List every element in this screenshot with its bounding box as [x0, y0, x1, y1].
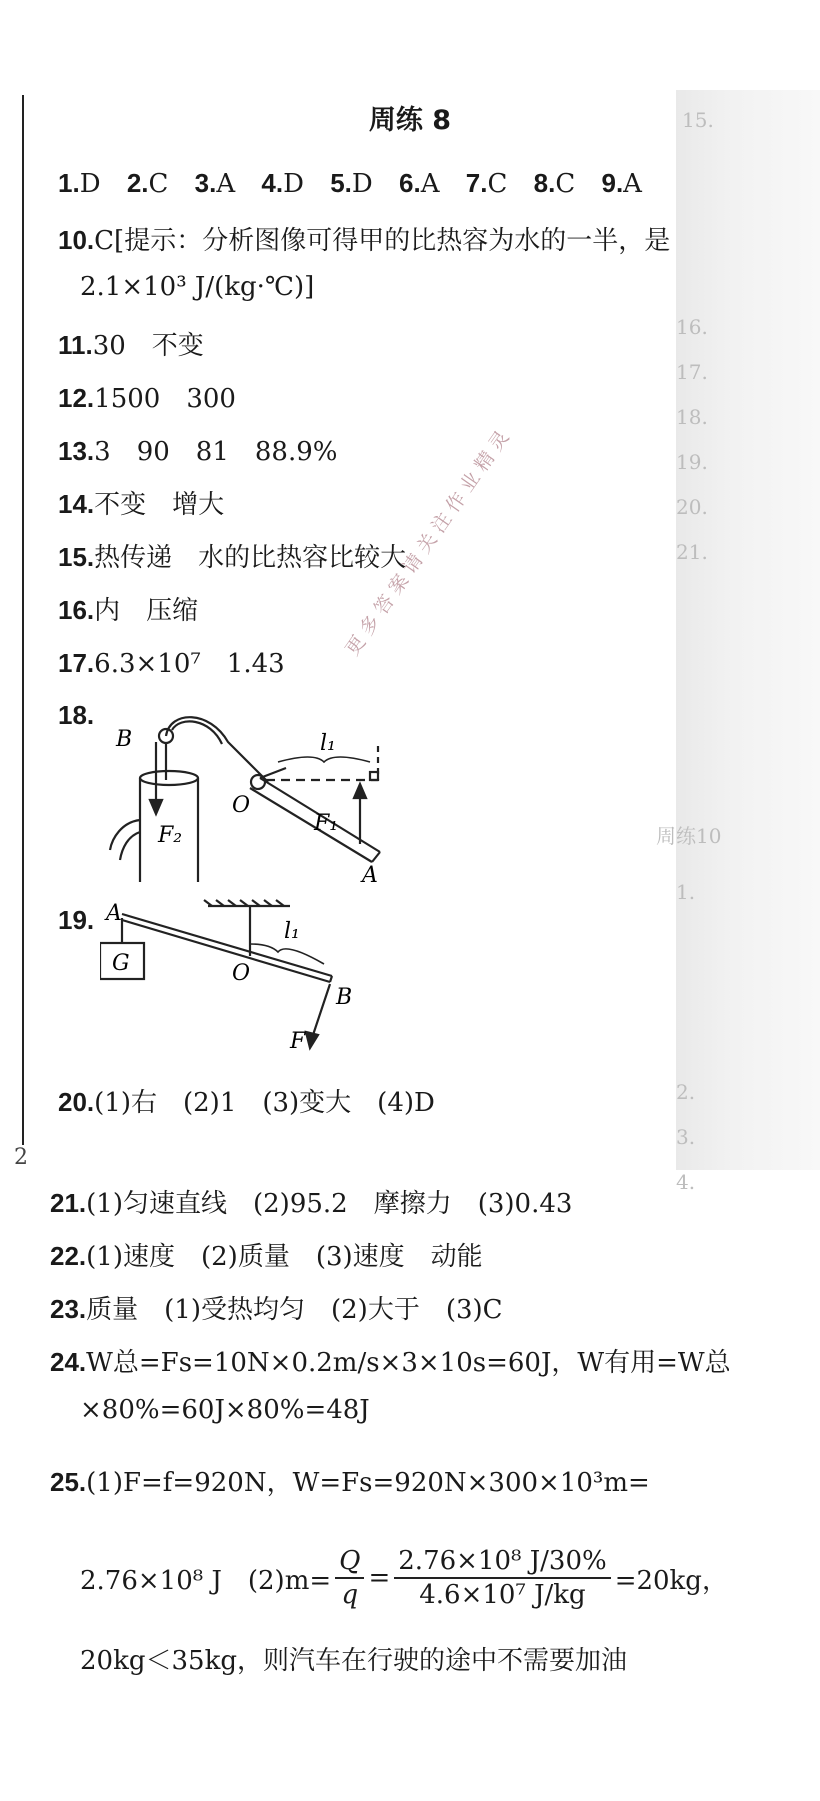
label-f2: F₂ — [158, 823, 183, 848]
answer-21: 21.(1)匀速直线 (2)95.2 摩擦力 (3)0.43 — [50, 1188, 573, 1219]
ghost-text: 1. — [676, 880, 696, 904]
answer-item: 1.D — [58, 168, 101, 199]
answer-13: 13.3 90 81 88.9% — [58, 436, 338, 467]
margin-rule — [22, 95, 24, 1145]
ghost-text: 3. — [676, 1125, 696, 1149]
answer-item: 7.C — [465, 168, 508, 199]
ghost-text: 15. — [682, 108, 714, 132]
answer-item: 2.C — [126, 168, 169, 199]
lever-weight-diagram — [100, 898, 400, 1058]
answer-25-cont: 2.76×10⁸ J (2)m= $\frac{Q}{q}$ = $\frac{\text{2.76×10⁸ J/30\%}}{\text{4.6×10⁷ J/kg}}$ =20kg， — [80, 1546, 728, 1610]
answer-12: 12.1500 300 — [58, 383, 236, 414]
answer-19: 19. — [58, 905, 95, 935]
pump-lever-diagram — [100, 700, 420, 890]
label-b: B — [116, 727, 133, 752]
answer-14: 14.不变 增大 — [58, 489, 225, 520]
answer-20: 20.(1)右 (2)1 (3)变大 (4)D — [58, 1087, 435, 1118]
answer-item: 5.D — [330, 168, 373, 199]
answer-23: 23.质量 (1)受热均匀 (2)大于 (3)C — [50, 1294, 503, 1325]
answer-22: 22.(1)速度 (2)质量 (3)速度 动能 — [50, 1241, 483, 1272]
ghost-text: 2. — [676, 1080, 696, 1104]
label-a: A — [106, 901, 122, 926]
answer-25: 25.(1)F=f=920N，W=Fs=920N×300×10³m= — [50, 1467, 650, 1498]
ghost-text: 19. — [676, 450, 708, 474]
answer-11: 11.30 不变 — [58, 330, 204, 361]
answer-16: 16.内 压缩 — [58, 595, 199, 626]
answer-item: 6.A — [399, 168, 440, 199]
answer-24-cont: ×80%=60J×80%=48J — [80, 1395, 370, 1425]
answer-item: 3.A — [194, 168, 236, 199]
page-corner-mark: 2 — [14, 1145, 28, 1170]
answer-item: 9.A — [601, 168, 642, 199]
ghost-text: 20. — [676, 495, 708, 519]
label-f1: F₁ — [314, 811, 339, 836]
ghost-text: 周练10 — [656, 824, 722, 848]
label-a: A — [362, 863, 378, 888]
watermark: 更多答案请关注作业精灵 — [341, 422, 518, 660]
label-f: F — [290, 1029, 306, 1054]
fraction-mass: $\frac{\text{2.76×10⁸ J/30\%}}{\text{4.6×10⁷ J/kg}}$ — [394, 1545, 610, 1611]
label-o: O — [232, 961, 251, 986]
answer-item: 4.D — [261, 168, 304, 199]
fraction-q-over-q: $\frac{Q}{q}$ — [335, 1545, 364, 1611]
page-title: 周练 8 — [368, 105, 452, 136]
answer-row-1-9 — [58, 168, 642, 199]
answer-item: 8.C — [533, 168, 576, 199]
ghost-text: 4. — [676, 1170, 696, 1194]
label-l1: l₁ — [284, 919, 300, 944]
answer-17: 17.6.3×10⁷ 1.43 — [58, 648, 285, 679]
answer-25-conclusion: 20kg＜35kg，则汽车在行驶的途中不需要加油 — [80, 1646, 627, 1676]
label-b: B — [336, 985, 353, 1010]
ghost-text: 17. — [676, 360, 708, 384]
adjacent-page-bleed — [656, 90, 820, 1194]
ghost-text: 16. — [676, 315, 708, 339]
label-l1: l₁ — [320, 731, 336, 756]
answer-10: 10.C[提示：分析图像可得甲的比热容为水的一半，是 — [58, 225, 671, 256]
ghost-text: 21. — [676, 540, 708, 564]
label-o: O — [232, 793, 251, 818]
ghost-text: 18. — [676, 405, 708, 429]
answer-15: 15.热传递 水的比热容比较大 — [58, 542, 407, 573]
answer-24: 24.W总=Fs=10N×0.2m/s×3×10s=60J，W有用=W总 — [50, 1347, 731, 1378]
answer-18: 18. — [58, 700, 95, 730]
answer-10-cont: 2.1×10³ J/(kg·℃)] — [80, 272, 315, 302]
label-g: G — [112, 951, 130, 976]
